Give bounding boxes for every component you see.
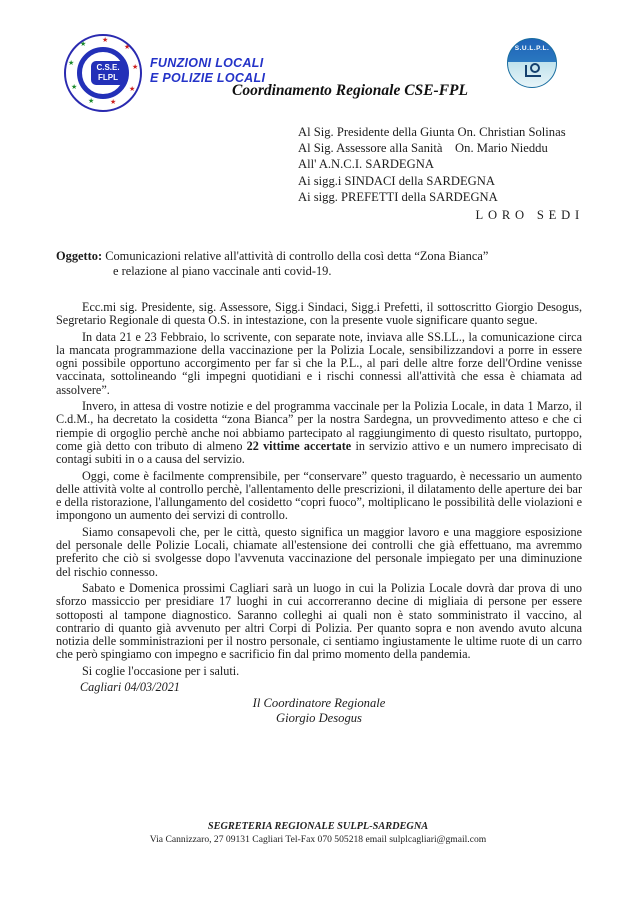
subject-label: Oggetto: <box>56 249 103 263</box>
cse-logo-inner-ring <box>77 47 129 99</box>
victims-count-emphasis: 22 vittime accertate <box>246 438 352 453</box>
letter-body <box>56 301 582 726</box>
star-icon: ★ <box>129 85 136 93</box>
signature-title: Il Coordinatore Regionale <box>252 696 386 711</box>
signature-block <box>56 696 582 726</box>
paragraph-4: Oggi, come è facilmente comprensibile, per “conservare” questo traguardo, è necessario un aumento delle attività volte al controllo perchè, l'allentamento delle prescrizioni, il dilatamento delle aperture dei bar e della ristorazione, l'allungamento del cosidetto “copri fuoco”, moltiplicano le possibilità delle violazioni e impongono un aumento dei servizi di controllo. <box>56 468 582 523</box>
paragraph-6: Sabato e Domenica prossimi Cagliari sarà un luogo in cui la Polizia Locale dovrà dar prova di uno sforzo massiccio per presidiare 17 luoghi in cui accorreranno decine di migliaia di persone per essere sottoposti al tampone diagnostico. Saranno colleghi ai quali non è stato somministrato il vaccino, al contrario di quanto già avvenuto per altri Corpi di Polizia. Per quanto sopra e non avendo avuto alcuna notizia delle somministrazioni per il nostro personale, ci sentiamo ingiustamente le ultime ruote di un carro che però spingiamo con impegno e sacrificio fin dal primo momento della pandemia. <box>56 580 582 662</box>
loro-sedi-label: LORO SEDI <box>475 208 584 223</box>
sulpl-logo-label: S.U.L.P.L. <box>514 45 550 52</box>
sulpl-logo <box>507 38 557 88</box>
star-icon: ★ <box>110 98 117 106</box>
cse-abbr-line1: C.S.E. <box>96 63 120 72</box>
cse-fpl-logo <box>64 34 142 112</box>
cse-logo-abbreviation <box>91 61 125 85</box>
star-icon: ★ <box>102 36 109 44</box>
recipients-block <box>298 124 588 223</box>
paragraph-2: In data 21 e 23 Febbraio, lo scrivente, con separate note, inviava alle SS.LL., la comunicazione circa la mancata programmazione della vaccinazione per la Polizia Locale, sensibilizzandovi a porre in essere ogni possibile opportuno accorgimento per far sì che la P.L., al pari delle altre forze dell'Ordine venisse vaccinata, sottolineando “gli impegni quotidiani e i rischi connessi all'attività che essa è chiamata ad assolvere”. <box>56 329 582 397</box>
recipient-line: Al Sig. Presidente della Giunta On. Christian Solinas <box>298 125 566 139</box>
star-icon: ★ <box>88 97 95 105</box>
document-title: Coordinamento Regionale CSE-FPL <box>232 82 468 99</box>
letterhead-footer <box>0 821 636 845</box>
star-icon: ★ <box>132 63 139 71</box>
org-name-line2: E POLIZIE LOCALI <box>150 71 266 85</box>
footer-org-line: SEGRETERIA REGIONALE SULPL-SARDEGNA <box>207 821 429 832</box>
star-icon: ★ <box>80 40 87 48</box>
recipient-line: All' A.N.C.I. SARDEGNA <box>298 157 434 172</box>
subject-block <box>56 249 583 278</box>
recipient-line: Al Sig. Assessore alla Sanità On. Mario Nieddu <box>298 141 548 156</box>
paragraph-1: Ecc.mi sig. Presidente, sig. Assessore, Sigg.i Sindaci, Sigg.i Prefetti, il sottoscritto Giorgio Desogus, Segretario Regionale di questa O.S. in intestazione, con la presente vuole significare quanto segue. <box>56 300 582 328</box>
org-name-line1: FUNZIONI LOCALI <box>150 56 264 70</box>
paragraph-3 <box>56 400 582 466</box>
recipient-line: Ai sigg.i SINDACI della SARDEGNA <box>298 173 495 188</box>
star-icon: ★ <box>124 43 131 51</box>
footer-address-line: Via Cannizzaro, 27 09131 Cagliari Tel-Fax 070 505218 email sulplcagliari@gmail.com <box>149 834 487 845</box>
closing-salutation: Si coglie l'occasione per i saluti. <box>82 663 240 678</box>
cse-abbr-line2: FLPL <box>98 73 118 83</box>
star-icon: ★ <box>71 83 78 91</box>
subject-line1 <box>56 249 583 264</box>
subject-text-line2: e relazione al piano vaccinale anti covid-19. <box>113 263 332 278</box>
recipient-line: Ai sigg. PREFETTI della SARDEGNA <box>298 189 498 204</box>
scooter-icon <box>525 65 541 77</box>
paragraph-5: Siamo consapevoli che, per le città, questo significa un maggior lavoro e una maggiore esposizione del personale delle Polizie Locali, chiamate all'estensione dei controlli che già effettuano, ma avremmo preferito che ciò si svolgesse dopo l'avvenuta vaccinazione del personale impiegato per una diminuzione del rischio connesso. <box>56 524 582 579</box>
subject-text-line1: Comunicazioni relative all'attività di controllo della così detta “Zona Bianca” <box>105 249 489 263</box>
signature-name: Giorgio Desogus <box>276 711 362 726</box>
paragraph-3-pre: Invero, in attesa di vostre notizie e del programma vaccinale per la Polizia Locale, in data 1 Marzo, il C.d.M., ha decretato la cosidetta “zona Bianca” per la nostra Sardegna, un provvedimento atteso e che ci riempie di orgoglio perchè anche noi abbiamo partecipato al raggiungimento di questo risultato, purtoppo, come già detto con tributo di almeno <box>56 399 582 453</box>
paragraph-3-post: in servizio attivo e un numero imprecisato di contagi subiti in o a causa del servizio. <box>56 438 582 467</box>
star-icon: ★ <box>68 59 75 67</box>
place-and-date: Cagliari 04/03/2021 <box>80 680 180 695</box>
